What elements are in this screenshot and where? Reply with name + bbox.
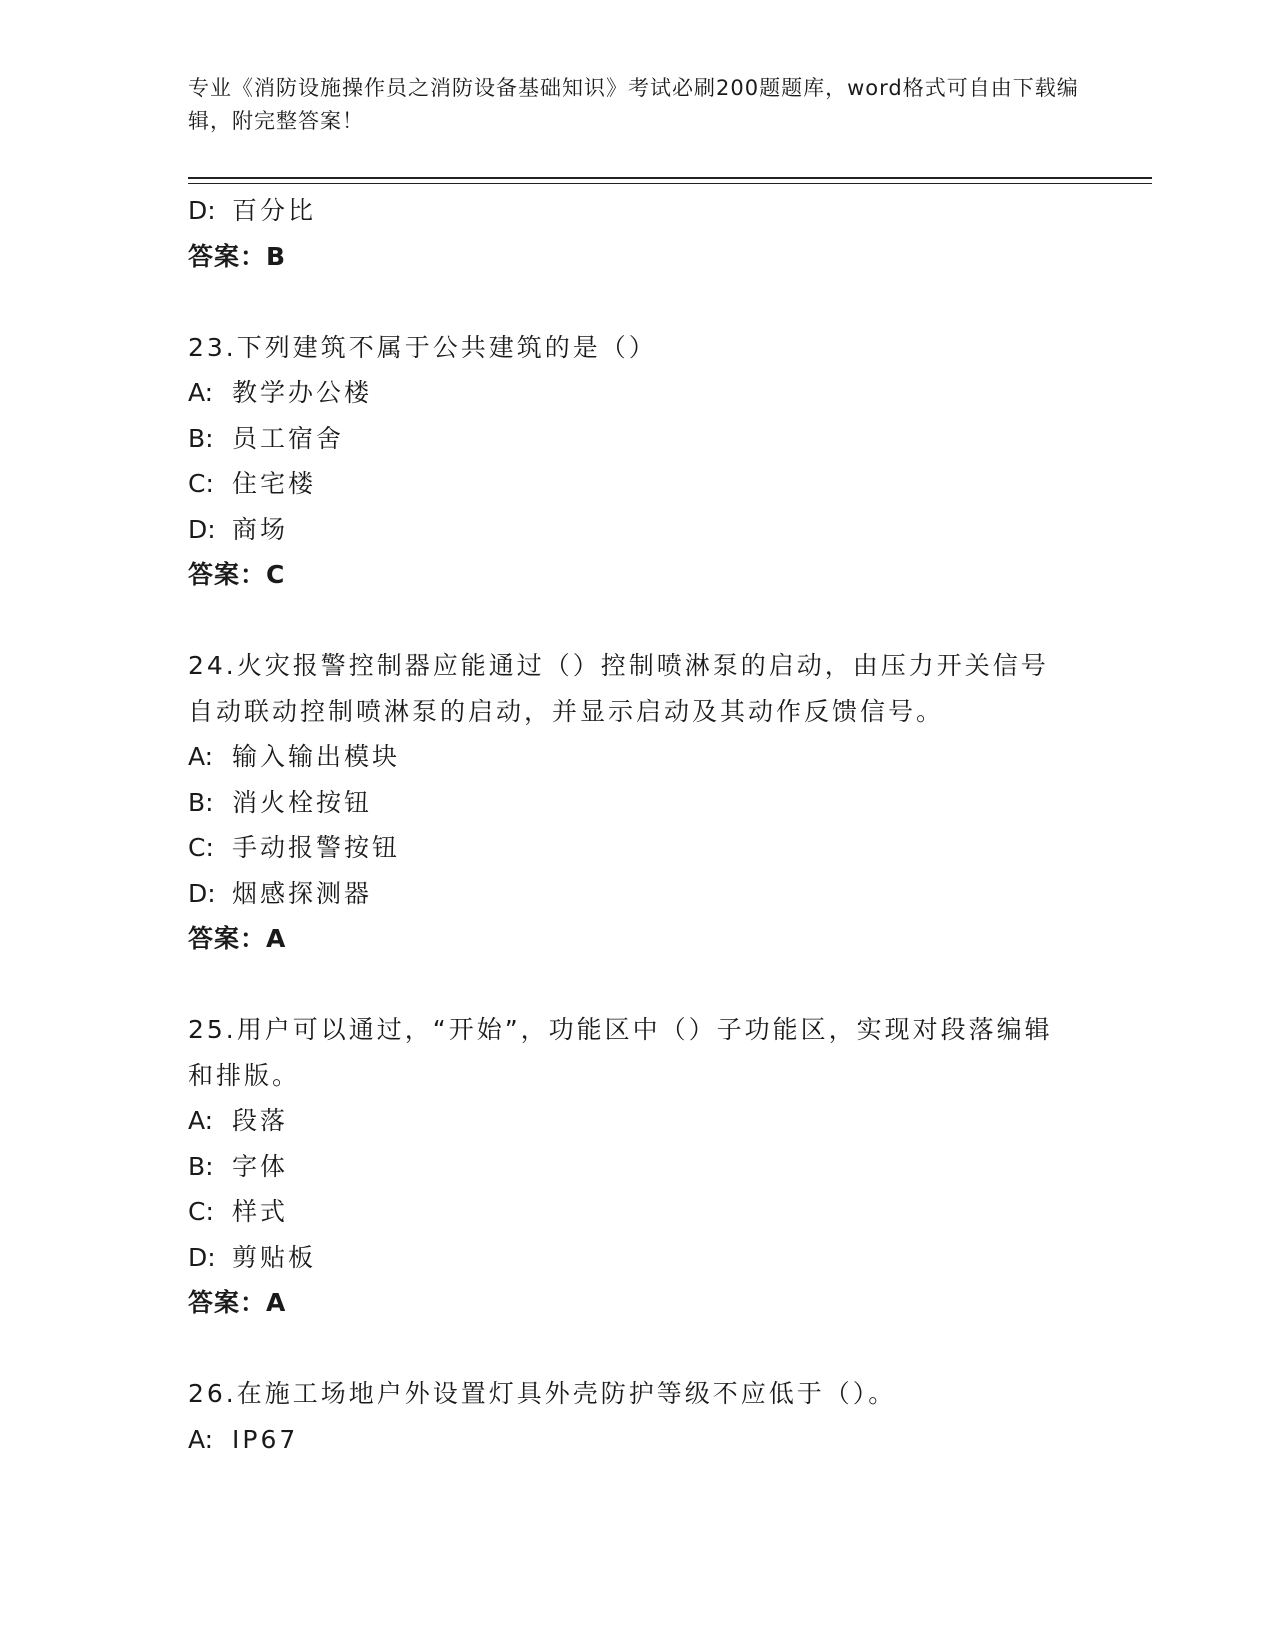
option-d (188, 507, 1088, 553)
option-text: 烟感探测器 (232, 878, 373, 908)
option-text: 字体 (232, 1151, 289, 1181)
option-text: 百分比 (232, 196, 317, 225)
question-stem: 26.在施工场地户外设置灯具外壳防护等级不应低于（）。 (188, 1379, 897, 1408)
option-c (188, 825, 1088, 871)
option-a (188, 1098, 1088, 1144)
page-header: 专业《消防设施操作员之消防设备基础知识》考试必刷200题题库，word格式可自由下载编辑，附完整答案！ (188, 76, 1079, 133)
spacer (188, 1326, 1088, 1372)
option-d (188, 871, 1088, 917)
option-d (188, 188, 1088, 234)
option-text: 样式 (232, 1197, 289, 1226)
option-a (188, 734, 1088, 780)
answer-line: 答案：A (188, 924, 287, 953)
option-text: 手动报警按钮 (232, 833, 401, 862)
option-label: A: (188, 1106, 214, 1135)
option-text: 段落 (232, 1106, 289, 1135)
option-text: IP67 (232, 1424, 299, 1454)
option-label: D: (188, 196, 216, 225)
spacer (188, 279, 1088, 325)
option-label: B: (188, 1151, 214, 1181)
option-label: D: (188, 514, 216, 544)
answer-line: 答案：C (188, 560, 286, 589)
answer-line: 答案：A (188, 1288, 287, 1317)
option-text: 教学办公楼 (232, 378, 373, 407)
option-a (188, 370, 1088, 416)
option-text: 商场 (232, 514, 289, 544)
option-label: C: (188, 469, 214, 498)
option-label: B: (188, 423, 214, 453)
option-label: A: (188, 1424, 214, 1454)
option-text: 输入输出模块 (232, 742, 401, 771)
header-rule-thick (188, 177, 1152, 179)
option-text: 消火栓按钮 (232, 787, 373, 817)
option-text: 剪贴板 (232, 1242, 317, 1272)
answer-line: 答案：B (188, 241, 287, 271)
header-rule-thin (188, 183, 1152, 184)
option-text: 员工宿舍 (232, 423, 345, 453)
option-c (188, 1189, 1088, 1235)
option-label: A: (188, 742, 214, 771)
option-b (188, 416, 1088, 462)
option-label: C: (188, 1197, 214, 1226)
option-label: D: (188, 1242, 216, 1272)
question-stem: 25.用户可以通过，“开始”，功能区中（）子功能区，实现对段落编辑和排版。 (188, 1015, 1053, 1090)
option-b (188, 780, 1088, 826)
question-stem: 24.火灾报警控制器应能通过（）控制喷淋泵的启动，由压力开关信号自动联动控制喷淋泵的启动，并显示启动及其动作反馈信号。 (188, 651, 1049, 726)
spacer (188, 598, 1088, 644)
question-list (188, 188, 1088, 1462)
option-b (188, 1144, 1088, 1190)
question-stem: 23.下列建筑不属于公共建筑的是（） (188, 332, 657, 362)
option-a (188, 1417, 1088, 1463)
option-text: 住宅楼 (232, 469, 317, 498)
option-d (188, 1235, 1088, 1281)
spacer (188, 962, 1088, 1008)
option-label: D: (188, 878, 216, 908)
option-label: B: (188, 787, 214, 817)
option-label: C: (188, 833, 214, 862)
option-label: A: (188, 378, 214, 407)
option-c (188, 461, 1088, 507)
